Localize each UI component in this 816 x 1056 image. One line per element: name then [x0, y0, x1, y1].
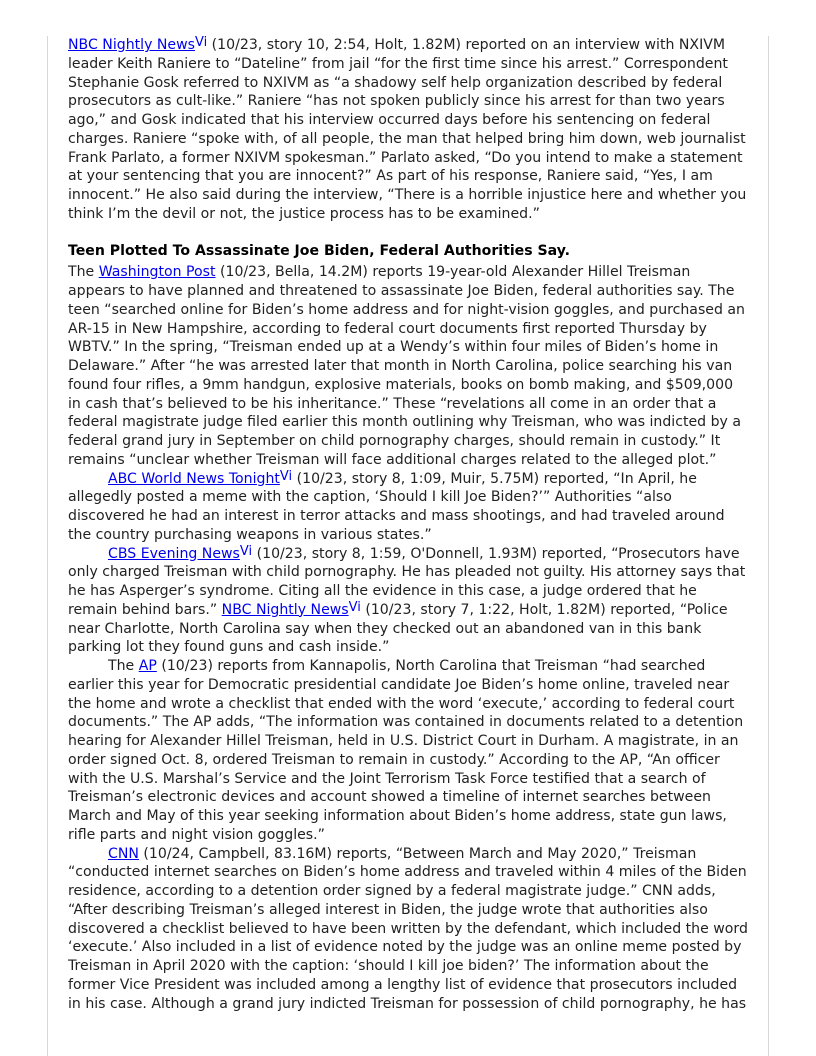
- paragraph-cnn: [68, 845, 750, 1014]
- right-margin-rule: [768, 36, 769, 1056]
- paragraph-text: (10/24, Campbell, 83.16M) reports, “Between March and May 2020,” Treisman “conducted internet searches on Biden’s home address and traveled within 4 miles of the Biden residence, according to a detention order signed by a federal magistrate judge.” CNN adds, “After describing Treisman’s alleged interest in Biden, the judge wrote that authorities also discovered a checklist believed to have been written by the defendant, which included the word ‘execute.’ Also included in a list of evidence noted by the judge was an online meme posted by Treisman in April 2020 with the caption: ‘should I kill joe biden?’ The information about the former Vice President was included among a lengthy list of evidence that prosecutors included in his case. Although a grand jury indicted Treisman for possession of child pornography, he has: [68, 845, 748, 1012]
- cbs-evening-news-link[interactable]: CBS Evening News: [108, 545, 240, 562]
- paragraph-text: (10/23, Bella, 14.2M) reports 19-year-old Alexander Hillel Treisman appears to have planned and threatened to assassinate Joe Biden, federal authorities say. The teen “searched online for Biden’s home address and for night-vision goggles, and purchased an AR-15 in New Hampshire, according to federal court documents first reported Thursday by WBTV.” In the spring, “Treisman ended up at a Wendy’s within four miles of Biden’s home in Delaware.” After “he was arrested later that month in North Carolina, police searching his van found four rifles, a 9mm handgun, explosive materials, books on bomb making, and $509,000 in cash that’s believed to be his inheritance.” These “revelations all come in an order that a federal magistrate judge filed earlier this month outlining why Treisman, who was indicted by a federal grand jury in September on child pornography charges, should remain in custody.” It remains “unclear whether Treisman will face additional charges related to the alleged plot.”: [68, 264, 745, 468]
- video-icon[interactable]: Vi: [194, 35, 208, 50]
- cnn-link[interactable]: CNN: [108, 845, 139, 862]
- abc-world-news-link[interactable]: ABC World News Tonight: [108, 470, 280, 487]
- video-icon[interactable]: Vi: [279, 468, 293, 484]
- paragraph-text: (10/23) reports from Kannapolis, North Carolina that Treisman “had searched earlier this year for Democratic presidential candidate Joe Biden’s home online, traveled near the home and wrote a checklist that ended with the word ‘execute,’ according to federal court documents.” The AP adds, “The information was contained in documents related to a detention hearing for Alexander Hillel Treisman, held in U.S. District Court in Durham. A magistrate, in an order signed Oct. 8, ordered Treisman to remain in custody.” According to the AP, “An officer with the U.S. Marshal’s Service and the Joint Terrorism Task Force testified that a search of Treisman’s electronic devices and account showed a timeline of internet searches between March and May of this year seeking information about Biden’s home address, state gun laws, rifle parts and night vision goggles.”: [68, 658, 744, 843]
- document-body: [68, 36, 750, 1013]
- ap-link[interactable]: AP: [138, 658, 157, 674]
- video-icon[interactable]: Vi: [239, 543, 253, 559]
- paragraph-nbc-raniere: [68, 36, 750, 224]
- paragraph-text: (10/23, story 8, 1:09, Muir, 5.75M) reported, “In April, he allegedly posted a meme with the caption, ‘Should I kill Joe Biden?’” Authorities “also discovered he had an interest in terror attacks and mass shootings, and had traveled around the country purchasing weapons in various states.”: [68, 470, 725, 543]
- paragraph-text: (10/23, story 10, 2:54, Holt, 1.82M) reported on an interview with NXIVM leader Keith Raniere to “Dateline” from jail “for the first time since his arrest.” Correspondent Stephanie Gosk referred to NXIVM as “a shadowy self help organization described by federal prosecutors as cult-like.” Raniere “has not spoken publicly since his arrest for than two years ago,” and Gosk indicated that his interview occurred days before his sentencing on federal charges. Raniere “spoke with, of all people, the man that helped bring him down, web journalist Frank Parlato, a former NXIVM spokesman.” Parlato asked, “Do you intend to make a statement at your sentencing that you are innocent?” As part of his response, Raniere said, “Yes, I am innocent.” He also said during the interview, “There is a horrible injustice here and whether you think I’m the devil or not, the justice process has to be examined.”: [68, 37, 747, 222]
- paragraph-text: (10/23, story 7, 1:22, Holt, 1.82M) reported, “Police near Charlotte, North Carolina say when they checked out an abandoned van in this bank parking lot they found guns and cash inside.”: [68, 601, 728, 656]
- article-heading: Teen Plotted To Assassinate Joe Biden, Federal Authorities Say.: [68, 242, 570, 259]
- left-margin-rule: [47, 36, 48, 1056]
- paragraph-text: The: [108, 658, 139, 674]
- nbc-nightly-news-link[interactable]: NBC Nightly News: [68, 37, 195, 53]
- paragraph-washington-post: [68, 263, 750, 469]
- paragraph-cbs-nbc: [68, 545, 750, 658]
- washington-post-link[interactable]: Washington Post: [98, 264, 216, 281]
- paragraph-text: (10/23, story 8, 1:59, O'Donnell, 1.93M) reported, “Prosecutors have only charged Treisman with child pornography. He has pleaded not guilty. His attorney says that he has Asperger’s syndrome. Citing all the evidence in this case, a judge ordered that he remain behind bars.”: [68, 545, 746, 618]
- paragraph-abc: [68, 470, 750, 545]
- paragraph-text: The: [68, 264, 99, 281]
- paragraph-ap: [68, 657, 750, 845]
- video-icon[interactable]: Vi: [348, 599, 361, 615]
- nbc-nightly-news-link[interactable]: NBC Nightly News: [221, 601, 349, 618]
